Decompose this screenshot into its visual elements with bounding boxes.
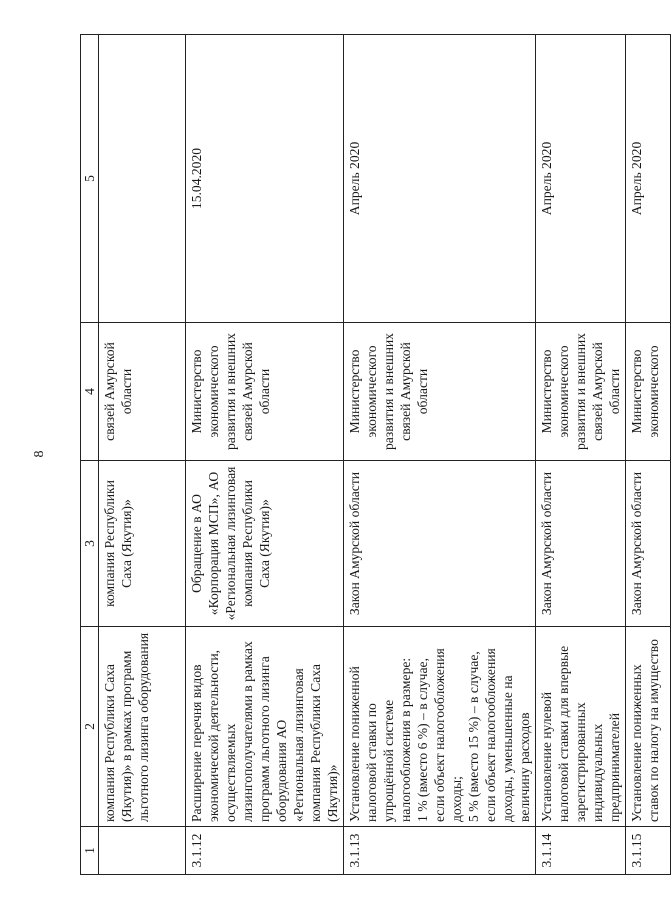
row-number: 3.1.13 [344,827,536,875]
measure-cell: Установление пониженных ставок по налогу на имущество [626,627,671,827]
document-cell: Закон Амурской области [626,461,671,627]
measure-cell: Расширение перечня видов экономической деятельности, осуществляемых лизингополучателями в рамках программ льготного лизинга оборудования АО «Региональная лизинговая компания Республики Саха (Якутия)» [186,627,344,827]
header-col-3: 3 [81,461,99,627]
measure-cell: Установление нулевой налоговой ставки для впервые зарегистрированных индивидуальных предпринимателей [536,627,626,827]
measures-table [80,34,671,875]
responsible-cell: Министерство экономического развития и внешних связей Амурской области [344,323,536,461]
page-number: 8 [32,450,47,458]
row-number: 3.1.15 [626,827,671,875]
header-col-2: 2 [81,627,99,827]
table-row [186,35,344,875]
row-number [99,827,186,875]
measure-cell: компания Республики Саха (Якутия)» в рамках программ льготного лизинга оборудования [99,627,186,827]
header-col-1: 1 [81,827,99,875]
date-cell: 15.04.2020 [186,35,344,323]
date-cell: Апрель 2020 [344,35,536,323]
row-number: 3.1.14 [536,827,626,875]
table-row [99,35,186,875]
table-row [536,35,626,875]
document-cell: Закон Амурской области [344,461,536,627]
responsible-cell: Министерство экономического развития и внешних связей Амурской области [186,323,344,461]
document-cell: компания Республики Саха (Якутия)» [99,461,186,627]
measure-cell: Установление пониженной налоговой ставки по упрощённой системе налогообложения в размере: 1 % (вместо 6 %) – в случае, если объект налогообложения доходы; 5 % (вместо 15 %) – в случае, если объект налогообложения доходы, уменьшенные на величину расходов [344,627,536,827]
document-cell: Обращение в АО «Корпорация МСП», АО «Региональная лизинговая компания Республики Саха (Якутия)» [186,461,344,627]
date-cell: Апрель 2020 [626,35,671,323]
header-col-4: 4 [81,323,99,461]
date-cell: Апрель 2020 [536,35,626,323]
date-cell [99,35,186,323]
row-number: 3.1.12 [186,827,344,875]
table-row [626,35,671,875]
header-row [81,35,99,875]
document-cell: Закон Амурской области [536,461,626,627]
responsible-cell: связей Амурской области [99,323,186,461]
responsible-cell: Министерство экономического развития и внешних связей Амурской области [536,323,626,461]
rotated-table-container [80,35,660,875]
table-row [344,35,536,875]
header-col-5: 5 [81,35,99,323]
responsible-cell: Министерство экономического [626,323,671,461]
